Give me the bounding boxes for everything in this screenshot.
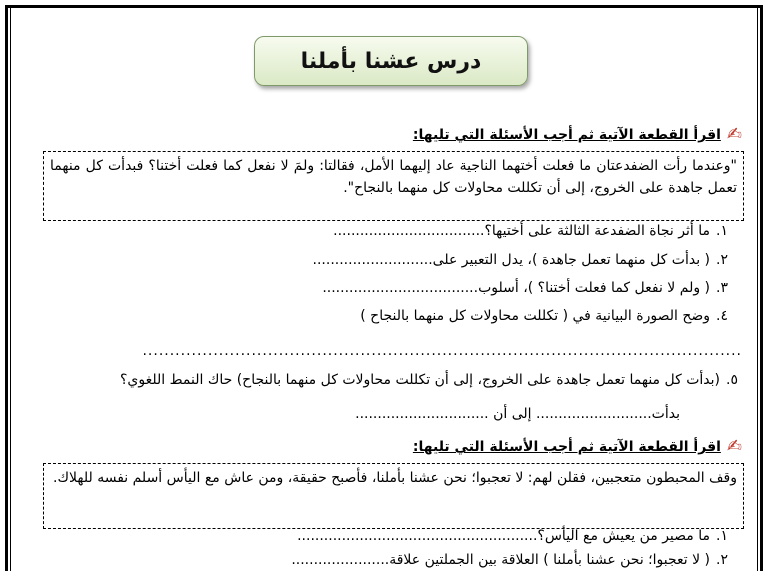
question-3: ٣.( ولم لا نفعل كما فعلت أختنا؟ )، أسلوب................................... [322,280,728,296]
section2-question-1: ١.ما مصير من يعيش مع اليأس؟...................................................... [297,528,728,544]
section1-passage: "وعندما رأت الضفدعتان ما فعلت أختهما الناجية عاد إليهما الأمل، فقالتا: ولمَ لا نفعل كما فعلت أختنا؟ فبدأت كل منهما تعمل جاهدة على الخروج، إلى أن تكللت محاولات كل منهما بالنجاح". [43,151,744,221]
section2-question-2: ٢.( لا تعجبوا؛ نحن عشنا بأملنا ) العلاقة بين الجملتين علاقة...................... [291,552,728,568]
section1-heading [413,126,742,144]
question-4: ٤.وضح الصورة البيانية في ( تكللت محاولات كل منهما بالنجاح ) [360,308,728,324]
section2-heading [413,438,742,456]
section1-heading-text: اقرأ القطعة الآتية ثم أجب الأسئلة التي تليها: [412,127,721,143]
worksheet-page [5,5,763,571]
question-5: ٥.(بدأت كل منهما تعمل جاهدة على الخروج، إلى أن تكللت محاولات كل منهما بالنجاح) حاك النمط اللغوي؟ [119,372,738,388]
question-2: ٢.( بدأت كل منهما تعمل جاهدة )، يدل التعبير على........................... [312,252,728,268]
title-banner [254,36,528,86]
answer-line: .............................................................................................................. [142,343,742,359]
question-5-template: بدأت.......................... إلى أن .............................. [355,406,680,422]
pencil-icon: ✍ [726,124,742,145]
page-border-inner-right [757,8,758,571]
question-1: ١.ما أثر نجاة الضفدعة الثالثة على أختيها؟.................................. [333,223,728,239]
page-border-inner-left [10,8,11,571]
page-title: درس عشنا بأملنا [300,48,482,74]
section2-heading-text: اقرأ القطعة الآتية ثم أجب الأسئلة التي تليها: [412,439,721,455]
section2-passage: وقف المحبطون متعجبين، فقلن لهم: لا تعجبوا؛ نحن عشنا بأملنا، فأصبح حقيقة، ومن عاش مع اليأس أسلم نفسه للهلاك. [43,463,744,529]
pencil-icon: ✍ [726,436,742,457]
